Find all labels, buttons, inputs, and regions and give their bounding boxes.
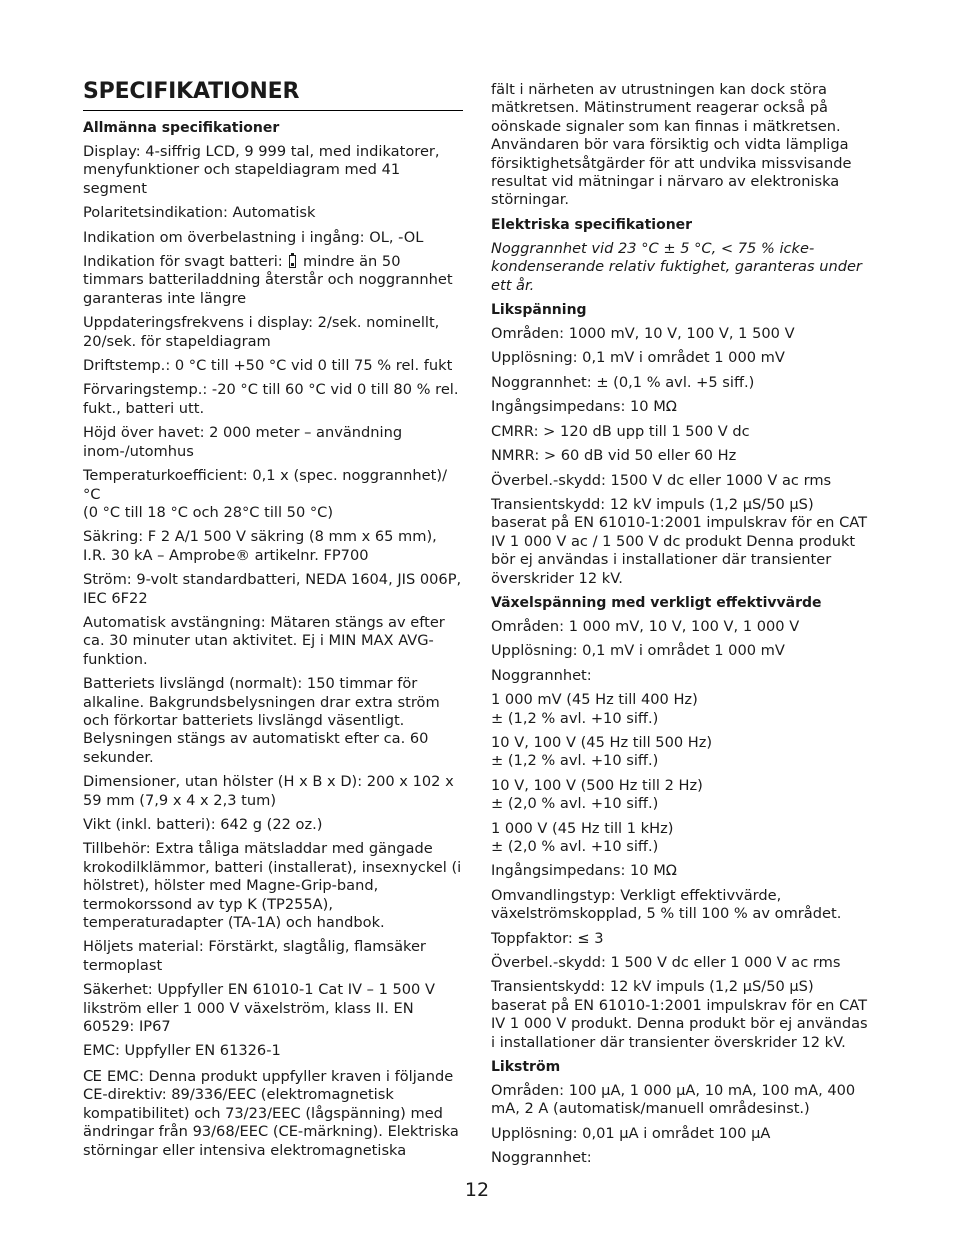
dcv-transient: Transientskydd: 12 kV impuls (1,2 µS/50 µS) baserat på EN 61010-1:2001 impulskrav för en CAT IV 1 000 V ac / 1 500 V dc produkt Denna produkt bör ej användas i installationer där transienter överskrider 12 kV.: [491, 495, 868, 587]
spec-low-battery-text: mindre än 50 timmars batteriladdning återstår och noggrannhet garanteras inte längre: [83, 253, 453, 307]
acv-accuracy-1000v: [491, 820, 871, 857]
right-column: [491, 81, 871, 1174]
spec-overload: Indikation om överbelastning i ingång: OL, -OL: [83, 228, 424, 246]
acv-accuracy-10v-high: [491, 777, 871, 814]
page-number: 12: [464, 1179, 490, 1201]
dcv-resolution: Upplösning: 0,1 mV i området 1 000 mV: [491, 349, 785, 367]
spec-weight: Vikt (inkl. batteri): 642 g (22 oz.): [83, 816, 323, 833]
dca-ranges: Områden: 100 µA, 1 000 µA, 10 mA, 100 mA, 400 mA, 2 A (automatisk/manuell områdesinst.): [491, 1082, 856, 1118]
acv-accuracy-label: Noggrannhet:: [491, 666, 592, 684]
acv-range-10v-high: 10 V, 100 V (500 Hz till 2 Hz): [491, 776, 703, 794]
spec-polarity: Polaritetsindikation: Automatisk: [83, 204, 316, 222]
spec-low-battery-label: Indikation för svagt batteri:: [83, 253, 283, 271]
dcv-impedance: Ingångsimpedans: 10 MΩ: [491, 398, 677, 416]
page-title: SPECIFIKATIONER: [83, 78, 463, 111]
dca-resolution: Upplösning: 0,01 µA i området 100 µA: [491, 1124, 771, 1142]
spec-operating-temp: Driftstemp.: 0 °C till +50 °C vid 0 till 75 % rel. fukt: [83, 357, 453, 375]
general-specs-heading: Allmänna specifikationer: [83, 120, 280, 136]
acv-ranges: Områden: 1 000 mV, 10 V, 100 V, 1 000 V: [491, 617, 800, 635]
spec-case-material: Höljets material: Förstärkt, slagtålig, flamsäker termoplast: [83, 938, 426, 974]
acv-conversion: Omvandlingstyp: Verkligt effektivvärde, växelströmskopplad, 5 % till 100 % av området.: [491, 886, 842, 923]
spec-emc: EMC: Uppfyller EN 61326-1: [83, 1042, 281, 1060]
spec-safety: Säkerhet: Uppfyller EN 61010-1 Cat IV – 1 500 V likström eller 1 000 V växelström, klass II. EN 60529: IP67: [83, 981, 435, 1036]
spec-battery-life: Batteriets livslängd (normalt): 150 timmar för alkaline. Bakgrundsbelysningen drar extra ström och förkortar batteriets livslängd väsentligt. Belysningen stängs av automatiskt efter ca. 60 sekunder.: [83, 675, 440, 766]
spec-low-battery: [83, 253, 463, 308]
emc-continued: fält i närheten av utrustningen kan dock störa mätkretsen. Mätinstrument reagerar också på oönskade signaler som kan finnas i mätkretsen. Användaren bör vara försiktig och vidta lämpliga försiktighetsåtgärder för att undvika missvisande resultat vid mätningar i närvaro av elektroniska störningar.: [491, 81, 852, 209]
ac-voltage-heading: Växelspänning med verkligt effektivvärde: [491, 594, 822, 611]
dc-current-heading: Likström: [491, 1059, 561, 1076]
spec-auto-off: Automatisk avstängning: Mätaren stängs av efter ca. 30 minuter utan aktivitet. Ej i MIN MAX AVG-funktion.: [83, 613, 445, 668]
left-column: [83, 78, 463, 1166]
acv-value-10v-high: ± (2,0 % avl. +10 siff.): [491, 795, 659, 813]
acv-overload: Överbel.-skydd: 1 500 V dc eller 1 000 V ac rms: [491, 954, 841, 972]
acv-accuracy-1000mv: [491, 691, 871, 728]
acv-crest-factor: Toppfaktor: ≤ 3: [491, 929, 604, 947]
acv-accuracy-10v-low: [491, 734, 871, 771]
spec-fuse: Säkring: F 2 A/1 500 V säkring (8 mm x 65 mm), I.R. 30 kA – Amprobe® artikelnr. FP700: [83, 528, 437, 564]
acv-value-10v-low: ± (1,2 % avl. +10 siff.): [491, 752, 659, 770]
dcv-accuracy: Noggrannhet: ± (0,1 % avl. +5 siff.): [491, 373, 755, 391]
spec-update-rate: Uppdateringsfrekvens i display: 2/sek. nominellt, 20/sek. för stapeldiagram: [83, 314, 440, 350]
acv-range-1000v: 1 000 V (45 Hz till 1 kHz): [491, 819, 674, 837]
spec-ce-emc-text: EMC: Denna produkt uppfyller kraven i följande CE-direktiv: 89/336/EEC (elektromagnetisk kompatibilitet) och 73/23/EEC (lågspänning) med ändringar från 93/68/EEC (CE-märkning). Elektriska störningar eller intensiva elektromagnetiska: [83, 1067, 459, 1159]
acv-resolution: Upplösning: 0,1 mV i området 1 000 mV: [491, 642, 785, 660]
acv-range-1000mv: 1 000 mV (45 Hz till 400 Hz): [491, 691, 698, 709]
acv-value-1000mv: ± (1,2 % avl. +10 siff.): [491, 709, 659, 727]
dcv-ranges: Områden: 1000 mV, 10 V, 100 V, 1 500 V: [491, 325, 795, 343]
spec-accessories: Tillbehör: Extra tåliga mätsladdar med gängade krokodilklämmor, batteri (installerat), insexnyckel (i hölstret), hölster med Magne-Grip-band, termokorssond av typ K (TP255A), temperaturadapter (TA-1A) och handbok.: [83, 840, 462, 932]
spec-storage-temp: Förvaringstemp.: -20 °C till 60 °C vid 0 till 80 % rel. fukt., batteri utt.: [83, 381, 459, 417]
acv-impedance: Ingångsimpedans: 10 MΩ: [491, 862, 677, 880]
spec-temp-coefficient: [83, 467, 463, 522]
dc-voltage-heading: Likspänning: [491, 302, 587, 319]
spec-power: Ström: 9-volt standardbatteri, NEDA 1604, JIS 006P, IEC 6F22: [83, 571, 462, 607]
battery-icon: [289, 255, 296, 268]
acv-value-1000v: ± (2,0 % avl. +10 siff.): [491, 838, 659, 855]
dcv-nmrr: NMRR: > 60 dB vid 50 eller 60 Hz: [491, 447, 737, 465]
dcv-overload: Överbel.-skydd: 1500 V dc eller 1000 V ac rms: [491, 471, 832, 489]
spec-temp-coefficient-a: Temperaturkoefficient: 0,1 x (spec. noggrannhet)/ °C: [83, 467, 447, 503]
spec-temp-coefficient-b: (0 °C till 18 °C och 28°C till 50 °C): [83, 503, 334, 521]
acv-range-10v-low: 10 V, 100 V (45 Hz till 500 Hz): [491, 733, 713, 751]
ce-mark-icon: CE: [83, 1066, 101, 1085]
acv-transient: Transientskydd: 12 kV impuls (1,2 µS/50 µS) baserat på EN 61010-1:2001 impulskrav för en CAT IV 1 000 V produkt. Denna produkt bör ej användas i installationer där transienter överskrider 12 kV.: [491, 978, 868, 1051]
spec-ce-emc: [83, 1067, 463, 1160]
dcv-cmrr: CMRR: > 120 dB upp till 1 500 V dc: [491, 422, 750, 440]
electrical-specs-heading: Elektriska specifikationer: [491, 216, 693, 233]
spec-altitude: Höjd över havet: 2 000 meter – användning inom-/utomhus: [83, 424, 403, 460]
spec-display: Display: 4-siffrig LCD, 9 999 tal, med indikatorer, menyfunktioner och stapeldiagram med 41 segment: [83, 143, 440, 197]
dca-accuracy: Noggrannhet:: [491, 1149, 592, 1167]
accuracy-note: Noggrannhet vid 23 °C ± 5 °C, < 75 % icke-kondenserande relativ fuktighet, garanteras under ett år.: [491, 239, 862, 294]
spec-dimensions: Dimensioner, utan hölster (H x B x D): 200 x 102 x 59 mm (7,9 x 4 x 2,3 tum): [83, 773, 454, 809]
